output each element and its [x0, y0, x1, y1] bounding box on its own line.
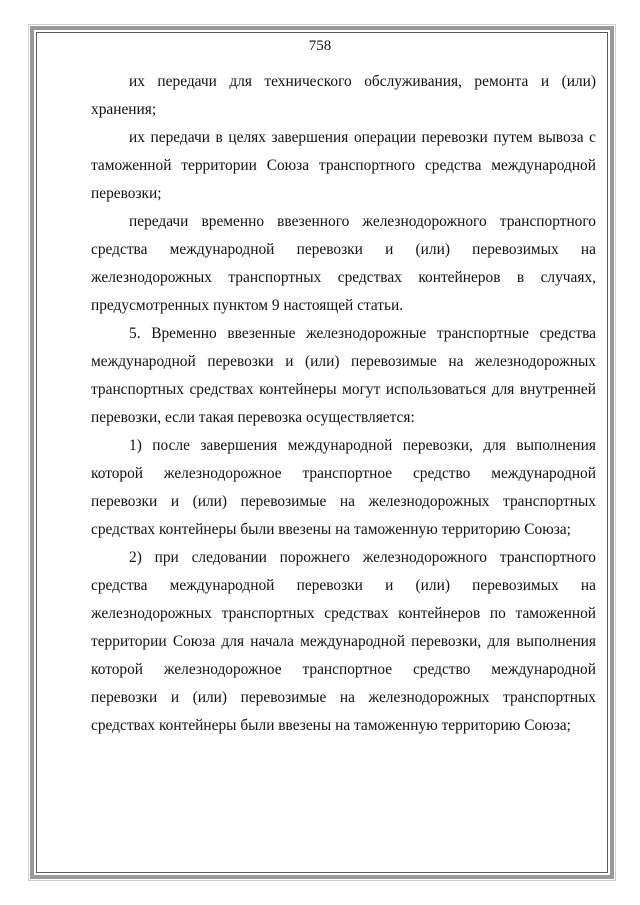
paragraph: 2) при следовании порожнего железнодорожного транспортного средства международной перевозки и (или) перевозимых на железнодорожных транспортных средствах контейнеров по таможенной территории Союза для начала международной перевозки, для выполнения которой железнодорожное транспортное средство международной перевозки и (или) перевозимые на железнодорожных транспортных средствах контейнеры были ввезены на таможенную территорию Союза;	[91, 549, 596, 734]
document-body	[91, 68, 596, 740]
paragraph: передачи временно ввезенного железнодорожного транспортного средства международной перевозки и (или) перевозимых на железнодорожных транспортных средствах контейнеров в случаях, предусмотренных пунктом 9 настоящей статьи.	[91, 213, 596, 314]
paragraph: их передачи для технического обслуживания, ремонта и (или) хранения;	[91, 73, 596, 118]
paragraph: 1) после завершения международной перевозки, для выполнения которой железнодорожное транспортное средство международной перевозки и (или) перевозимые на железнодорожных транспортных средствах контейнеры были ввезены на таможенную территорию Союза;	[91, 437, 596, 538]
paragraph: 5. Временно ввезенные железнодорожные транспортные средства международной перевозки и (или) перевозимые на железнодорожных транспортных средствах контейнеры могут использоваться для внутренней перевозки, если такая перевозка осуществляется:	[91, 325, 596, 426]
paragraph: их передачи в целях завершения операции перевозки путем вывоза с таможенной территории Союза транспортного средства международной перевозки;	[91, 129, 596, 202]
page-number: 758	[308, 38, 332, 54]
